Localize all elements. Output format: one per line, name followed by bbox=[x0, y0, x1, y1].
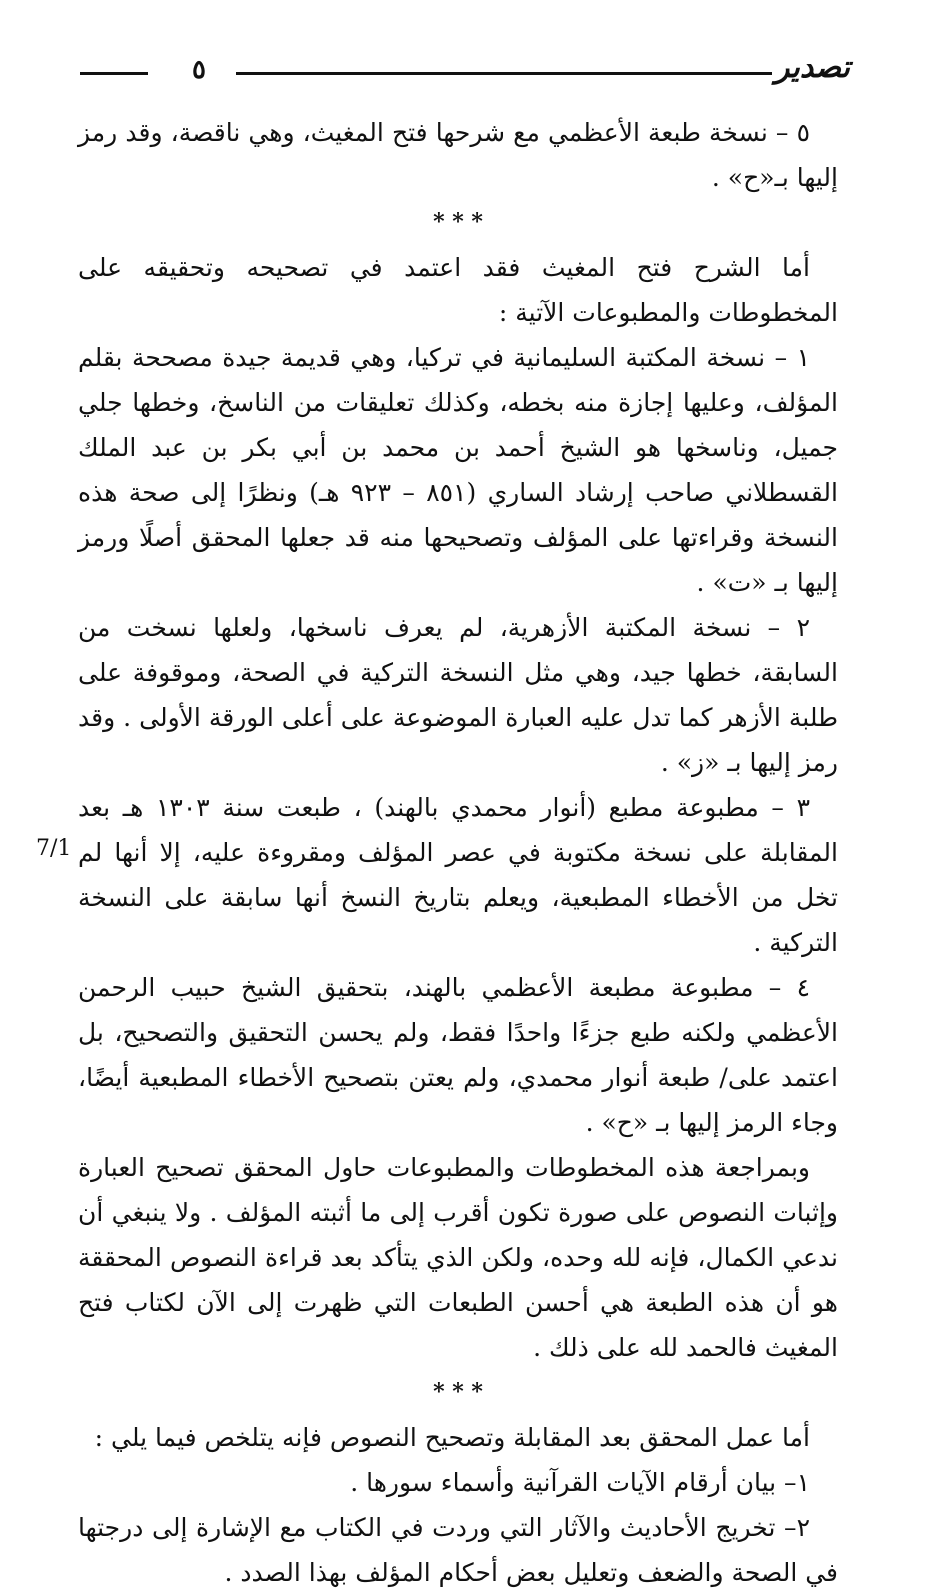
header-rule-right bbox=[236, 72, 772, 75]
running-head bbox=[0, 0, 932, 90]
margin-page-reference: 7/1 bbox=[36, 836, 72, 861]
header-rule-left bbox=[80, 72, 148, 75]
separator-text-2: * * * bbox=[433, 1379, 483, 1405]
page-body bbox=[78, 110, 838, 1595]
source-item-3: ٣ – مطبوعة مطبع (أنوار محمدي بالهند) ، طبعت سنة ١٣٠٣ هـ بعد المقابلة على نسخة مكتوبة في عصر المؤلف ومقروءة عليه، إلا أنها لم تخل من الأخطاء المطبعية، ويعلم بتاريخ النسخ أنها سابقة على النسخة التركية . bbox=[78, 793, 838, 957]
work-item-2: ٢– تخريج الأحاديث والآثار التي وردت في الكتاب مع الإشارة إلى درجتها في الصحة والضعف وتعليل بعض أحكام المؤلف بهذا الصدد . bbox=[78, 1513, 838, 1587]
work-item-1: ١– بيان أرقام الآيات القرآنية وأسماء سورها . bbox=[350, 1468, 810, 1497]
section-separator-2 bbox=[78, 1370, 838, 1415]
paragraph-sharh: أما الشرح فتح المغيث فقد اعتمد في تصحيحه وتحقيقه على المخطوطات والمطبوعات الآتية : bbox=[78, 253, 838, 327]
separator-text: * * * bbox=[433, 209, 483, 235]
source-item-4: ٤ – مطبوعة مطبعة الأعظمي بالهند، بتحقيق الشيخ حبيب الرحمن الأعظمي ولكنه طبع جزءًا واحدًا فقط، ولم يحسن التحقيق والتصحيح، بل اعتمد على/ طبعة أنوار محمدي، ولم يعتن بتصحيح الأخطاء المطبعية أيضًا، وجاء الرمز إليها بـ «ح» . bbox=[78, 973, 838, 1137]
page-number: ٥ bbox=[192, 55, 206, 85]
source-item-2: ٢ – نسخة المكتبة الأزهرية، لم يعرف ناسخها، ولعلها نسخت من السابقة، خطها جيد، وهي مثل النسخة التركية في الصحة، وموقوفة على طلبة الأزهر كما تدل عليه العبارة الموضوعة على أعلى الورقة الأولى . وقد رمز إليها بـ «ز» . bbox=[78, 613, 838, 777]
paragraph-review: وبمراجعة هذه المخطوطات والمطبوعات حاول المحقق تصحيح العبارة وإثبات النصوص على صورة تكون أقرب إلى ما أثبته المؤلف . ولا ينبغي أن ندعي الكمال، فإنه لله وحده، ولكن الذي يتأكد بعد قراءة النصوص المحققة هو أن هذه الطبعة هي أحسن الطبعات التي ظهرت إلى الآن لكتاب فتح المغيث فالحمد لله على ذلك . bbox=[78, 1153, 838, 1362]
source-item-1: ١ – نسخة المكتبة السليمانية في تركيا، وهي قديمة جيدة مصححة بقلم المؤلف، وعليها إجازة منه بخطه، وكذلك تعليقات من الناسخ، وخطها جلي جميل، وناسخها هو الشيخ أحمد بن محمد بن أبي بكر بن عبد الملك القسطلاني صاحب إرشاد الساري (٨٥١ – ٩٢٣ هـ) ونظرًا إلى صحة هذه النسخة وقراءتها على المؤلف وتصحيحها منه قد جعلها المحقق أصلًا ورمز إليها بـ «ت» . bbox=[78, 343, 838, 597]
running-head-title: تصدير bbox=[774, 50, 850, 85]
intro-item-5: ٥ – نسخة طبعة الأعظمي مع شرحها فتح المغيث، وهي ناقصة، وقد رمز إليها بـ«ح» . bbox=[78, 118, 838, 192]
section-separator bbox=[78, 200, 838, 245]
paragraph-work: أما عمل المحقق بعد المقابلة وتصحيح النصوص فإنه يتلخص فيما يلي : bbox=[94, 1423, 810, 1452]
